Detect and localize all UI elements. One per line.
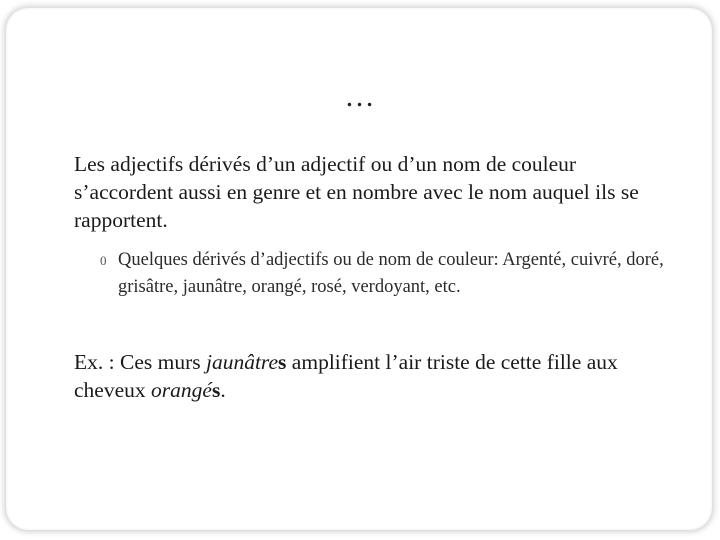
example-middle: amplifient l’air triste de cette fille aux cheveux bbox=[74, 350, 618, 402]
word2-stem: orangé bbox=[151, 378, 212, 402]
sub-bullet-text: Quelques dérivés d’adjectifs ou de nom de couleur: Argenté, cuivré, doré, grisâtre, jaunâtre, orangé, rosé, verdoyant, etc. bbox=[118, 250, 664, 297]
sub-bullet bbox=[100, 247, 674, 300]
word1-stem: jaunâtre bbox=[205, 350, 279, 374]
example-word-jaunatres bbox=[206, 350, 286, 374]
word2-ending: s bbox=[211, 378, 221, 402]
bullet-marker: 0 bbox=[100, 253, 107, 268]
slide-title: … bbox=[344, 80, 376, 113]
slide-body bbox=[74, 150, 674, 426]
example-sentence bbox=[74, 348, 674, 404]
example-suffix: . bbox=[220, 378, 226, 402]
main-paragraph: Les adjectifs dérivés d’un adjectif ou d’un nom de couleur s’accordent aussi en genre et en nombre avec le nom auquel ils se rapportent. bbox=[74, 152, 639, 232]
word1-ending: s bbox=[278, 350, 287, 374]
example-word-oranges bbox=[151, 378, 220, 402]
example-prefix: Ex. : Ces murs bbox=[74, 350, 206, 374]
